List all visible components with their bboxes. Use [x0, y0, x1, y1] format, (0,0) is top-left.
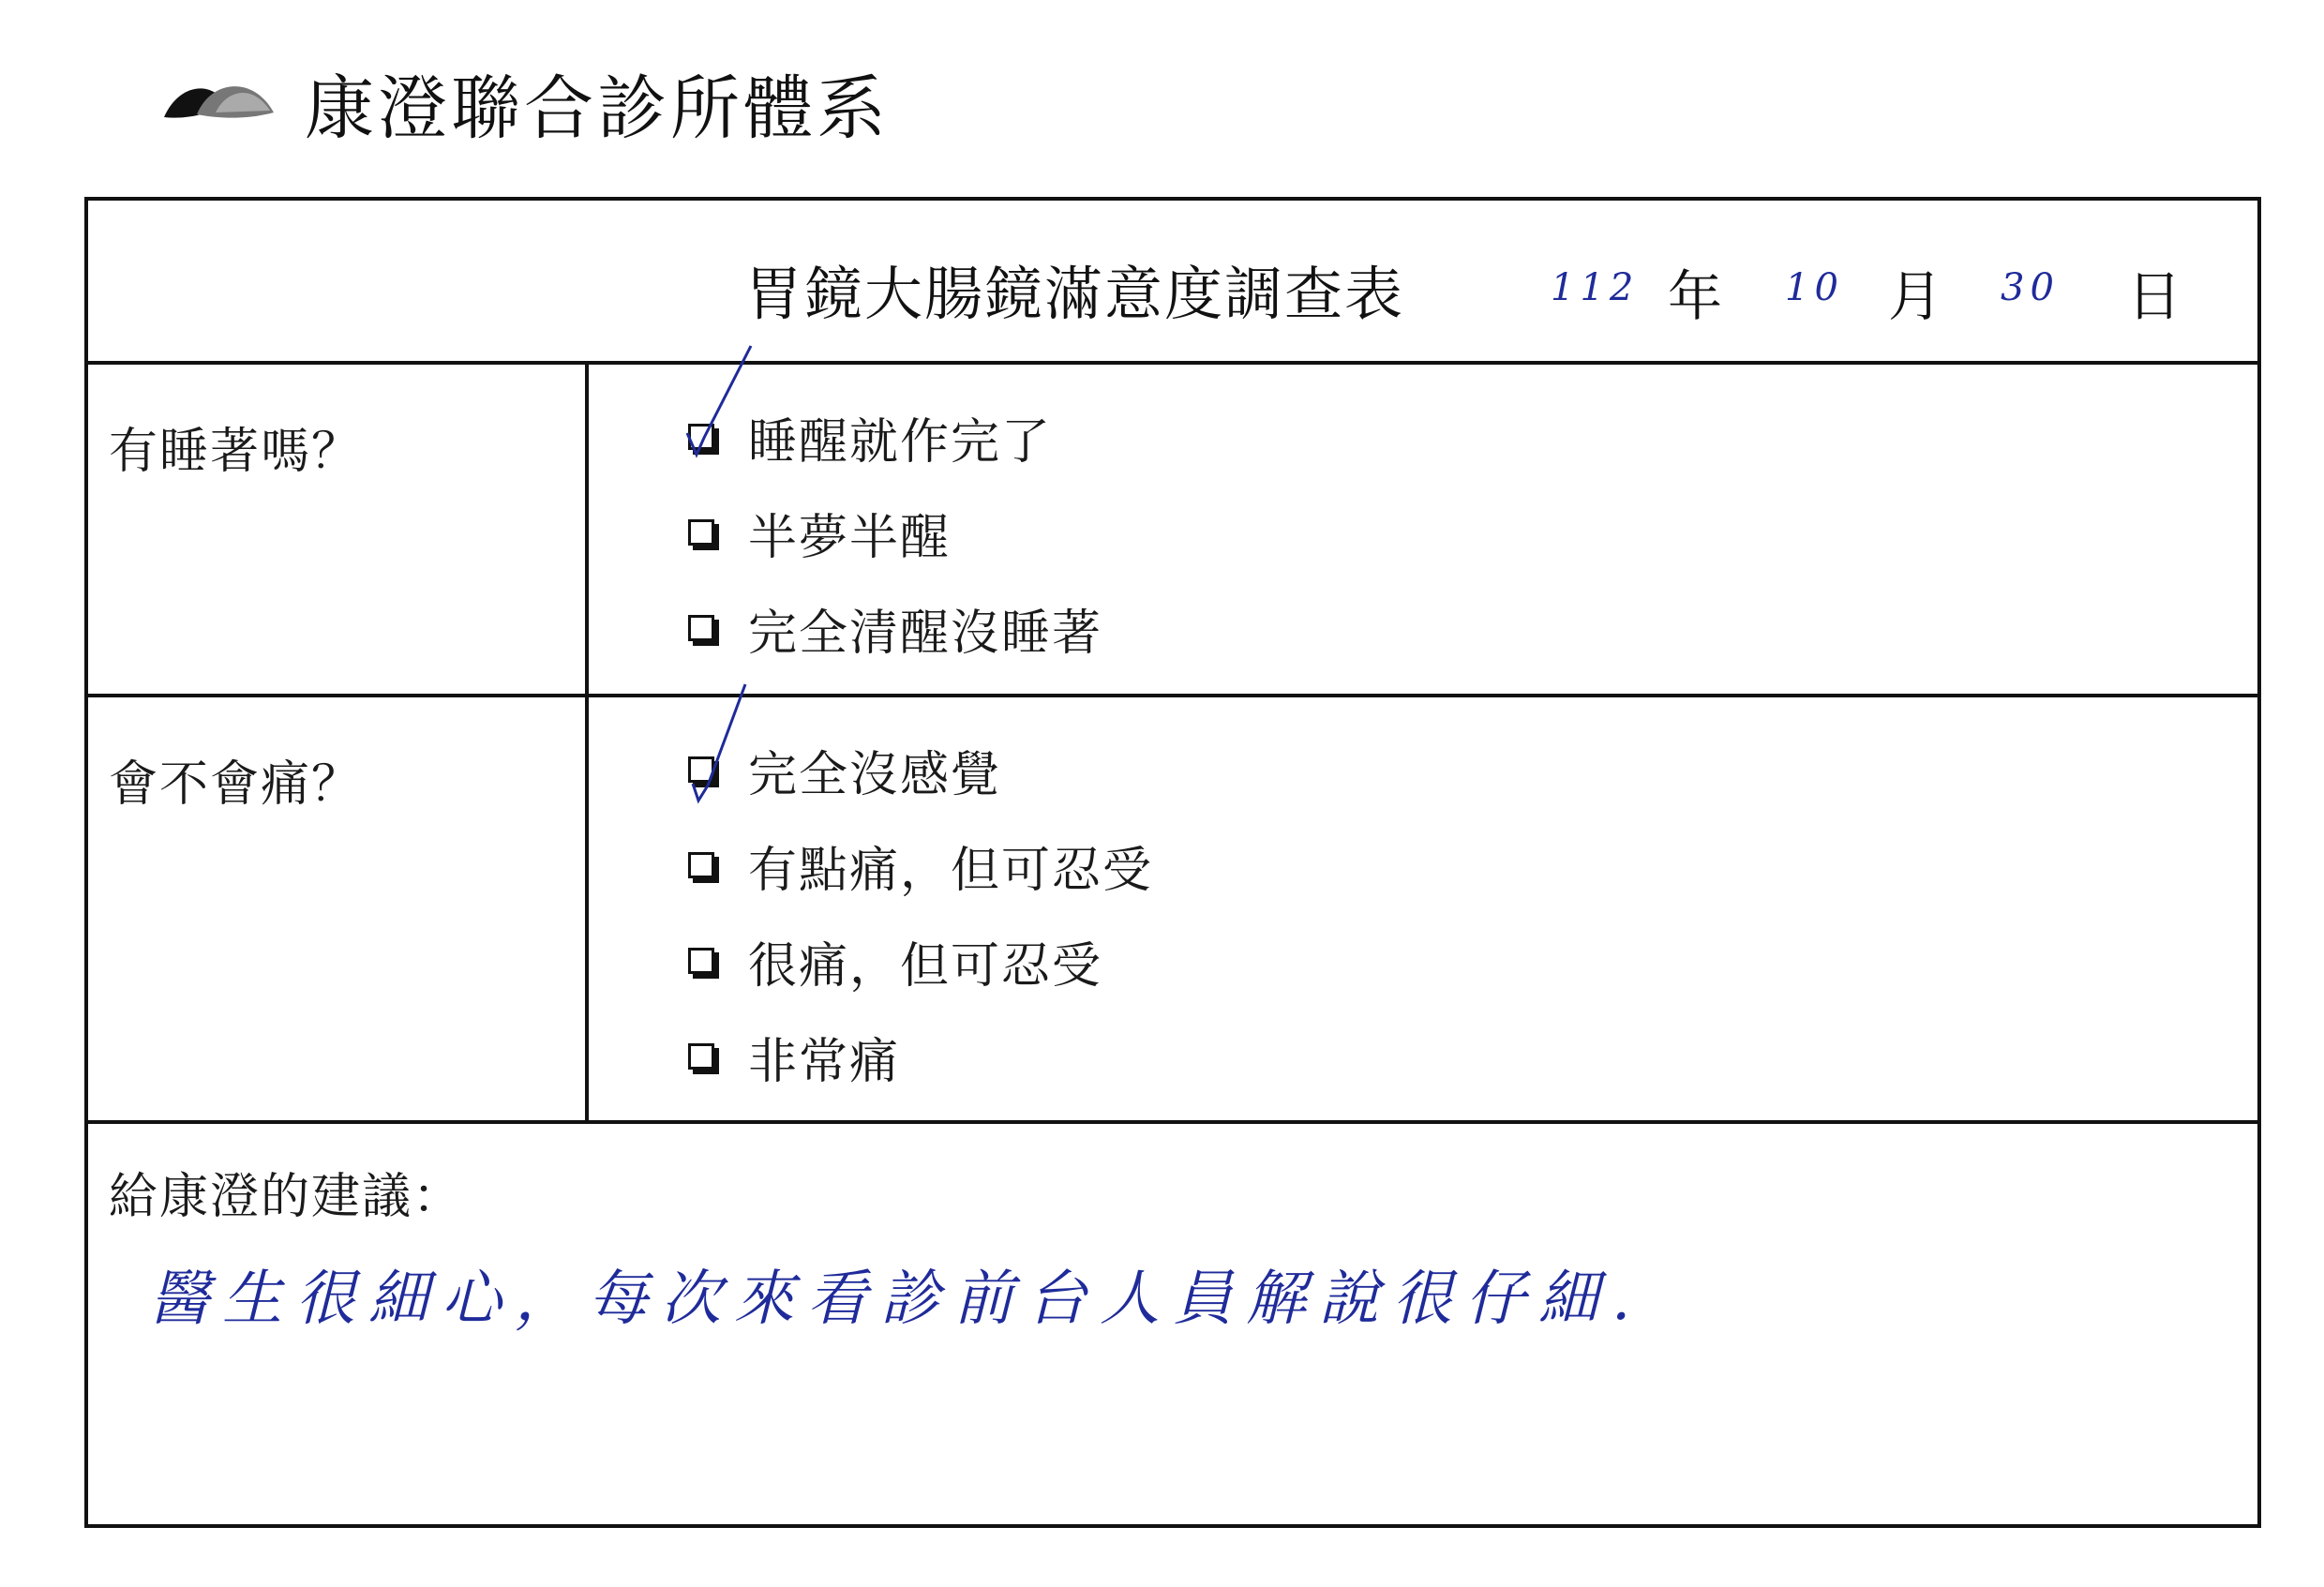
title-row [88, 201, 2257, 365]
question-label-pain: 會不會痛？ [109, 756, 363, 813]
checkbox[interactable] [688, 852, 714, 878]
survey-form [84, 197, 2261, 1528]
day-label: 日 [2127, 264, 2182, 328]
checkbox[interactable] [688, 424, 714, 450]
option-item[interactable] [688, 928, 1102, 994]
option-label: 非常痛 [748, 1033, 901, 1090]
checkbox[interactable] [688, 1043, 714, 1070]
question-row-pain [88, 697, 2257, 1124]
option-item[interactable] [688, 404, 1052, 470]
day-value: 30 [2001, 266, 2060, 309]
question-label-sleep: 有睡著嗎？ [109, 424, 363, 480]
suggestion-label: 給康澄的建議： [109, 1169, 464, 1225]
checkbox[interactable] [688, 519, 714, 546]
leaf-logo-icon [159, 75, 277, 131]
option-label: 完全沒感覺 [748, 746, 1002, 803]
month-label: 月 [1888, 264, 1943, 328]
option-item[interactable] [688, 737, 1001, 802]
org-name: 康澄聯合診所體系 [305, 68, 890, 149]
option-label: 完全清醒沒睡著 [748, 605, 1103, 662]
year-value: 112 [1551, 266, 1640, 309]
option-label: 睡醒就作完了 [748, 413, 1053, 471]
option-label: 半夢半醒 [748, 509, 952, 566]
checkbox[interactable] [688, 615, 714, 641]
form-title: 胃鏡大腸鏡滿意度調查表 [744, 260, 1405, 328]
option-item[interactable] [688, 500, 951, 565]
checkbox[interactable] [688, 948, 714, 974]
suggestion-handwritten-text[interactable]: 醫生很細心，每次來看診前台人員解說很仔細. [149, 1265, 1644, 1334]
question-cell [88, 697, 589, 1120]
option-item[interactable] [688, 1024, 900, 1089]
month-value: 10 [1785, 266, 1844, 309]
checkbox[interactable] [688, 756, 714, 783]
option-item[interactable] [688, 595, 1102, 661]
option-label: 很痛，但可忍受 [748, 937, 1103, 995]
question-cell [88, 365, 589, 694]
option-label: 有點痛，但可忍受 [748, 842, 1154, 899]
header [159, 52, 890, 155]
year-label: 年 [1668, 264, 1723, 328]
question-row-sleep [88, 365, 2257, 697]
option-item[interactable] [688, 832, 1153, 898]
